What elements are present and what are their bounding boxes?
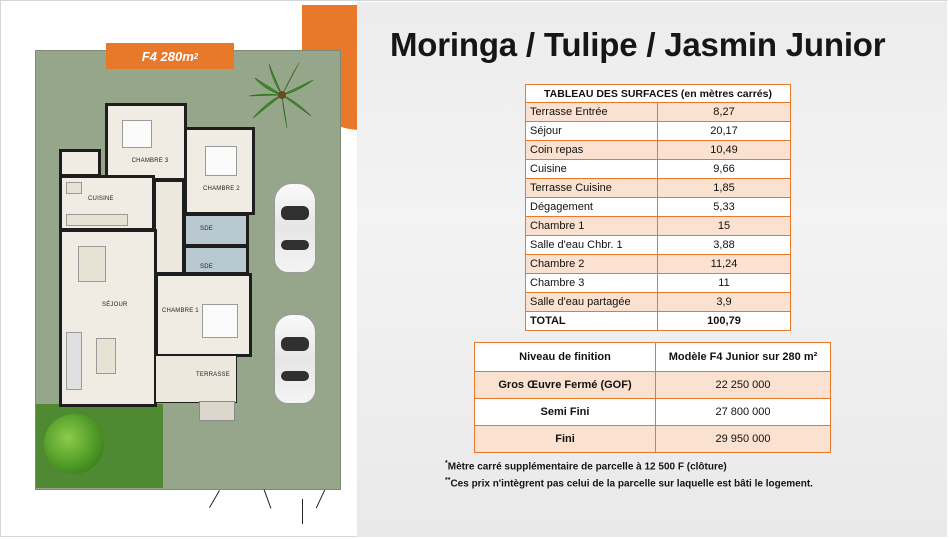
room-label-sejour: SÉJOUR [102,302,128,308]
room-chambre-3 [105,103,187,181]
pricing-header-level: Niveau de finition [475,343,656,372]
surface-value: 1,85 [658,179,791,198]
car-icon [274,183,316,273]
surface-value: 9,66 [658,160,791,179]
car-icon [274,314,316,404]
surface-value: 15 [658,217,791,236]
surface-value: 3,9 [658,293,791,312]
pricing-row [475,399,831,426]
surface-name: Cuisine [526,160,658,179]
footnote-1-mark: * [445,460,448,467]
finish-price: 27 800 000 [656,399,831,426]
surface-value: 11,24 [658,255,791,274]
room-chambre-2 [184,127,255,215]
table-row [526,103,791,122]
coffee-table-icon [96,338,116,374]
surface-name: Coin repas [526,141,658,160]
room-cuisine [59,175,155,231]
finish-price: 22 250 000 [656,372,831,399]
car-windshield [281,337,309,351]
finish-level: Semi Fini [475,399,656,426]
surface-name: Séjour [526,122,658,141]
surfaces-table-header: TABLEAU DES SURFACES (en mètres carrés) [526,85,791,103]
stove-icon [66,182,82,194]
table-row [526,160,791,179]
surface-value: 5,33 [658,198,791,217]
room-label-terrasse: TERRASSE [196,372,230,378]
bed-icon [202,304,238,338]
table-row [526,217,791,236]
room-label-sde-1: SDE [200,226,213,232]
bed-icon [122,120,152,148]
room-sde-1 [183,213,249,247]
counter-icon [66,214,128,226]
surface-name: Chambre 2 [526,255,658,274]
gate-marker [209,490,220,508]
room-sejour [59,229,157,407]
room-degagement [153,179,185,275]
info-panel [357,2,947,537]
pricing-header-model: Modèle F4 Junior sur 280 m² [656,343,831,372]
surface-value: 10,49 [658,141,791,160]
room-label-chambre-3: CHAMBRE 3 [131,158,169,164]
finish-level: Fini [475,426,656,453]
room-chambre-1 [155,273,252,357]
surface-name: Terrasse Entrée [526,103,658,122]
table-row [526,198,791,217]
plan-badge [106,43,234,69]
gate-marker [302,499,303,524]
pricing-row [475,372,831,399]
table-row [526,236,791,255]
dining-table-icon [78,246,106,282]
surface-name: Chambre 3 [526,274,658,293]
surface-value: 8,27 [658,103,791,122]
pricing-table [474,342,831,453]
car-rear-window [281,240,309,250]
surfaces-table [525,84,791,331]
gate-marker [264,489,272,508]
car-windshield [281,206,309,220]
surface-name: Salle d'eau Chbr. 1 [526,236,658,255]
footnote-2 [445,477,813,489]
bed-icon [205,146,237,176]
car-rear-window [281,371,309,381]
plan-badge-superscript: 2 [193,51,199,61]
room-label-cuisine: CUISINE [88,196,114,202]
surface-name: Terrasse Cuisine [526,179,658,198]
footnote-2-mark: ** [445,477,451,484]
surface-name: Dégagement [526,198,658,217]
surface-value: 3,88 [658,236,791,255]
table-row [526,293,791,312]
room-utility [59,149,101,177]
sofa-icon [66,332,82,390]
finish-level: Gros Œuvre Fermé (GOF) [475,372,656,399]
total-label: TOTAL [526,312,658,331]
footnote-1 [445,460,727,472]
table-row [526,274,791,293]
room-label-chambre-1: CHAMBRE 1 [162,308,199,314]
floor-plan-panel [2,2,357,536]
table-row [526,141,791,160]
bush-icon [44,414,104,474]
surface-name: Salle d'eau partagée [526,293,658,312]
room-label-sde-2: SDE [200,264,213,270]
finish-price: 29 950 000 [656,426,831,453]
room-terrasse [155,355,237,403]
room-sde-2 [183,245,249,275]
house-plan [59,103,255,405]
page-title: Moringa / Tulipe / Jasmin Junior [390,26,886,63]
footnote-1-text: Mètre carré supplémentaire de parcelle à 12 500 F (clôture) [447,461,727,473]
gate-marker [316,490,325,509]
entry-steps [199,401,235,421]
palm-tree-icon [247,60,317,130]
plan-badge-text: F4 280m [141,48,194,64]
pricing-row [475,426,831,453]
surface-value: 11 [658,274,791,293]
room-label-chambre-2: CHAMBRE 2 [203,186,240,192]
footnote-2-text: Ces prix n'intègrent pas celui de la parcelle sur laquelle est bâti le logement. [450,478,813,490]
total-value: 100,79 [658,312,791,331]
surface-value: 20,17 [658,122,791,141]
table-row [526,179,791,198]
total-row [526,312,791,331]
table-row [526,255,791,274]
table-row [526,122,791,141]
surface-name: Chambre 1 [526,217,658,236]
